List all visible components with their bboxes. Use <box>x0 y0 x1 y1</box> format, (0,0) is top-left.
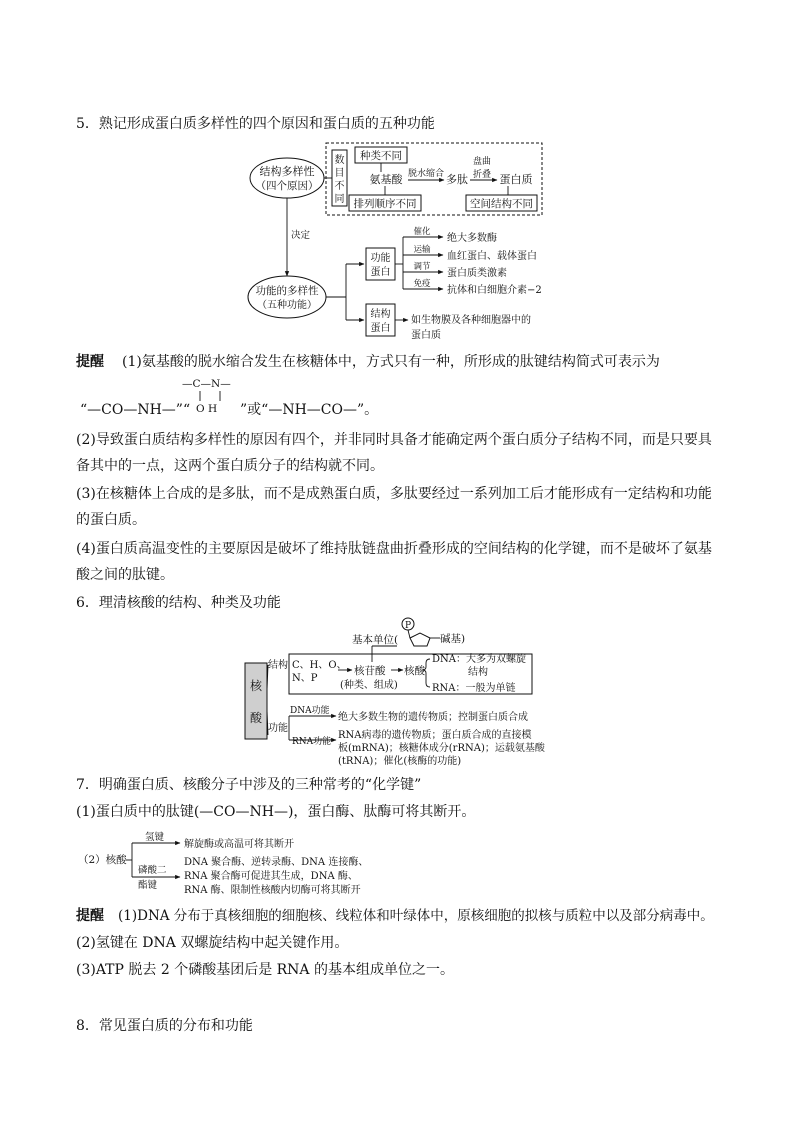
transport-example: 血红蛋白、载体蛋白 <box>447 251 537 262</box>
svg-text:酯键: 酯键 <box>138 880 158 891</box>
svg-text:氢键: 氢键 <box>145 832 165 843</box>
svg-text:DNA：大多为双螺旋: DNA：大多为双螺旋 <box>432 654 526 665</box>
reminder1-point2b: 备其中的一点，这两个蛋白质分子的结构就不同。 <box>76 458 384 474</box>
structural-example-1: 如生物膜及各种细胞器中的 <box>411 315 531 326</box>
nucleic-acid-bond-label: （2）核酸 <box>78 854 127 866</box>
immunity-example: 抗体和白细胞介素−2 <box>447 285 542 296</box>
svg-text:N、P: N、P <box>292 673 318 684</box>
regulation-example: 蛋白质类激素 <box>447 268 507 279</box>
formula-text-b: ”或“—NH—CO—”。 <box>240 402 379 418</box>
reminder-label-2: 提醒 <box>76 908 104 924</box>
structural-example-2: 蛋白质 <box>411 330 441 341</box>
structure-oval-line1: 结构多样性 <box>259 165 315 178</box>
reminder2-point3: (3)ATP 脱去 2 个磷酸基团后是 RNA 的基本组成单位之一。 <box>76 962 454 978</box>
svg-text:DNA功能: DNA功能 <box>290 706 330 716</box>
nucleotide-label: 核苷酸 <box>354 665 386 677</box>
structure-oval-line2: （四个原因） <box>255 180 319 192</box>
svg-text:(种类、组成): (种类、组成) <box>340 680 398 691</box>
svg-text:P: P <box>404 621 412 631</box>
reminder2-point2: (2)氢键在 DNA 双螺旋结构中起关键作用。 <box>76 935 349 951</box>
svg-text:脱水缩合: 脱水缩合 <box>407 169 445 179</box>
svg-text:功能的多样性: 功能的多样性 <box>255 285 319 297</box>
svg-text:结构: 结构 <box>468 667 488 678</box>
phosphodiester-line1: DNA 聚合酶、逆转录酶、DNA 连接酶、 <box>184 857 369 868</box>
reminder1-point3b: 的蛋白质。 <box>76 512 146 528</box>
svg-text:空间结构不同: 空间结构不同 <box>470 198 533 210</box>
phosphodiester-line2: RNA 聚合酶可促进其生成，DNA 酶、 <box>184 871 358 882</box>
svg-text:RNA功能: RNA功能 <box>292 737 332 747</box>
svg-text:盘曲: 盘曲 <box>472 157 492 167</box>
svg-text:蛋白: 蛋白 <box>370 267 391 278</box>
catalysis-example: 绝大多数酶 <box>447 233 497 244</box>
svg-text:运输: 运输 <box>413 245 431 255</box>
svg-text:功能: 功能 <box>268 723 288 734</box>
reminder2-point1: (1)DNA 分布于真核细胞的细胞核、线粒体和叶绿体中，原核细胞的拟核与质粒中以及部分病毒中。 <box>118 908 714 924</box>
svg-text:排列顺序不同: 排列顺序不同 <box>353 198 417 210</box>
svg-text:折叠: 折叠 <box>472 170 492 180</box>
svg-text:调节: 调节 <box>413 262 431 272</box>
bond-point-1: (1)蛋白质中的肽键(—CO—NH—)，蛋白酶、肽酶可将其断开。 <box>76 804 476 820</box>
rna-function-line3: (tRNA)；催化(核酶的功能) <box>338 756 462 767</box>
reminder1-point2a: (2)导致蛋白质结构多样性的原因有四个，并非同时具备才能确定两个蛋白质分子结构不同，而是只要具 <box>76 432 712 448</box>
svg-text:不: 不 <box>334 181 345 192</box>
svg-text:种类不同: 种类不同 <box>360 150 402 162</box>
phosphodiester-line3: RNA 酶、限制性核酸内切酶可将其断开 <box>184 885 361 896</box>
svg-text:催化: 催化 <box>413 227 431 237</box>
hydrogen-bond-text: 解旋酶或高温可将其断开 <box>184 839 294 850</box>
reminder1-point1: (1)氨基酸的脱水缩合发生在核糖体中，方式只有一种，所形成的肽键结构简式可表示为 <box>122 354 660 370</box>
svg-text:酸: 酸 <box>249 711 263 725</box>
svg-text:决定: 决定 <box>291 230 311 241</box>
reminder1-point4a: (4)蛋白质高温变性的主要原因是破坏了维持肽链盘曲折叠形成的空间结构的化学键，而不是破坏了氨基 <box>76 541 712 557</box>
nucleic-acid-label: 核酸 <box>404 665 425 677</box>
svg-text:RNA：一般为单链: RNA：一般为单链 <box>432 683 516 694</box>
svg-text:同: 同 <box>334 194 345 205</box>
peptide-formula-bottom: O H <box>196 403 218 415</box>
dna-function-text: 绝大多数生物的遗传物质；控制蛋白质合成 <box>338 712 528 723</box>
svg-text:结构: 结构 <box>370 309 391 320</box>
svg-text:（五种功能）: （五种功能） <box>257 300 317 311</box>
section-5-heading: 5．熟记形成蛋白质多样性的四个原因和蛋白质的五种功能 <box>76 116 435 132</box>
svg-text:碱基): 碱基) <box>440 633 466 645</box>
polypeptide-label: 多肽 <box>446 173 468 186</box>
svg-text:蛋白: 蛋白 <box>370 323 391 334</box>
svg-text:目: 目 <box>334 168 345 179</box>
svg-text:免疫: 免疫 <box>413 279 431 289</box>
formula-text-a: “—CO—NH—”“ <box>80 402 191 418</box>
amino-acid-label: 氨基酸 <box>369 173 403 186</box>
reminder-label-1: 提醒 <box>76 354 104 370</box>
reminder1-point4b: 酸之间的肽键。 <box>76 567 174 583</box>
peptide-formula-top: —C—N— <box>182 378 231 390</box>
reminder1-point3a: (3)在核糖体上合成的是多肽，而不是成熟蛋白质，多肽要经过一系列加工后才能形成有一定结构和功能 <box>76 486 712 502</box>
rna-function-line1: RNA病毒的遗传物质；蛋白质合成的直接模 <box>338 730 532 741</box>
svg-text:C、H、O、: C、H、O、 <box>292 660 347 671</box>
svg-text:结构: 结构 <box>268 660 288 671</box>
section-8-heading: 8．常见蛋白质的分布和功能 <box>76 1018 253 1034</box>
section-7-heading: 7．明确蛋白质、核酸分子中涉及的三种常考的“化学键” <box>76 777 422 793</box>
svg-text:磷酸二: 磷酸二 <box>138 865 167 876</box>
section-6-heading: 6．理清核酸的结构、种类及功能 <box>76 595 281 611</box>
svg-text:数: 数 <box>334 155 345 166</box>
svg-text:功能: 功能 <box>370 253 391 264</box>
basic-unit-label: 基本单位( <box>352 634 399 646</box>
svg-text:核: 核 <box>249 679 263 693</box>
rna-function-line2: 板(mRNA)；核糖体成分(rRNA)；运载氨基酸 <box>338 743 545 754</box>
protein-label: 蛋白质 <box>499 173 533 186</box>
